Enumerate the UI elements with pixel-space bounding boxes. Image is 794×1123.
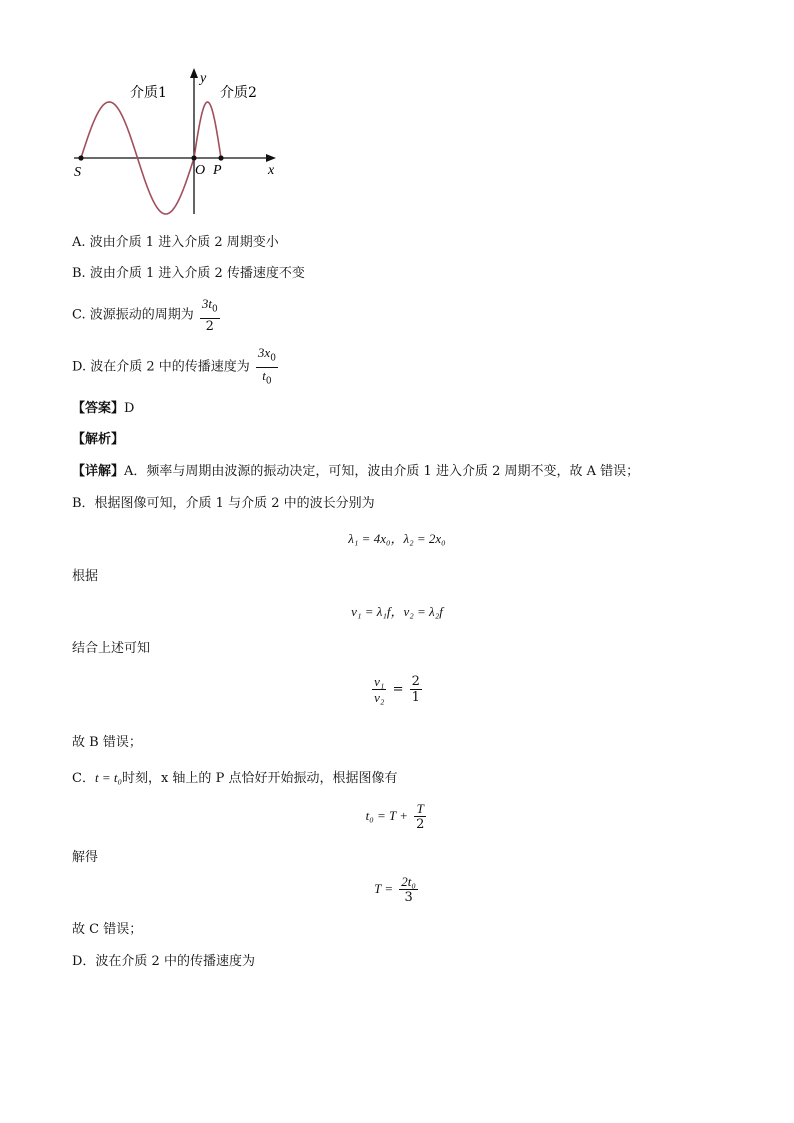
point-S — [78, 155, 83, 160]
detail-D: D．波在介质 2 中的传播速度为 — [72, 954, 255, 969]
equation-speeds: v₁ = λ₁f，v₂ = λ₂f — [351, 604, 443, 619]
wave-medium2 — [194, 102, 221, 158]
answer-line — [72, 401, 134, 417]
option-D-text: D. 波在介质 2 中的传播速度为 — [72, 359, 250, 375]
detail-B: B．根据图像可知，介质 1 与介质 2 中的波长分别为 — [72, 496, 375, 511]
equation-t0: t₀ = T + $\frac{T}{2}$ — [365, 801, 425, 832]
point-P — [218, 155, 223, 160]
answer-value: D — [124, 401, 135, 416]
label-medium1: 介质1 — [130, 85, 167, 101]
equation-wavelengths: λ₁ = 4x₀，λ₂ = 2x₀ — [348, 531, 446, 546]
analysis-tag: 【解析】 — [72, 432, 125, 447]
option-C-text: C. 波源振动的周期为 — [72, 307, 194, 323]
option-C — [72, 296, 222, 334]
label-O: O — [195, 163, 206, 178]
label-x: x — [268, 163, 275, 178]
option-B: B. 波由介质 1 进入介质 2 传播速度不变 — [72, 266, 305, 281]
point-O — [191, 155, 196, 160]
label-S: S — [74, 165, 81, 180]
option-C-fraction: $\frac{3t_0}{2}$ — [201, 296, 218, 334]
detail-A-text: A．频率与周期由波源的振动决定，可知，波由介质 1 进入介质 2 周期不变，故 A 错误； — [124, 464, 640, 479]
x-axis-arrow — [266, 154, 276, 162]
option-A: A. 波由介质 1 进入介质 2 周期变小 — [72, 235, 279, 250]
label-P: P — [213, 163, 222, 178]
option-D-fraction: $\frac{3x_0}{t_0}$ — [257, 345, 276, 387]
equation-T: T = $\frac{\text{2t₀}}{3}$ — [374, 874, 416, 905]
label-medium2: 介质2 — [220, 85, 257, 101]
detail-tag: 【详解】 — [72, 464, 125, 479]
gen-ju: 根据 — [72, 569, 99, 584]
detail-C: C．t = t₀时刻，x 轴上的 P 点恰好开始振动，根据图像有 — [72, 770, 398, 786]
B-wrong: 故 B 错误； — [72, 735, 142, 750]
jie-de: 解得 — [72, 850, 99, 865]
y-axis-arrow — [190, 68, 198, 78]
option-D — [72, 345, 280, 389]
detail-A — [72, 464, 639, 480]
C-wrong: 故 C 错误； — [72, 922, 143, 937]
combine-text: 结合上述可知 — [72, 641, 151, 656]
answer-tag: 【答案】 — [72, 401, 125, 416]
label-y: y — [200, 71, 207, 86]
wave-figure — [60, 62, 300, 232]
equation-ratio: $\frac{\text{v₁}}{\text{v₂}}$ = $\frac{2}{1}$ — [374, 674, 420, 705]
